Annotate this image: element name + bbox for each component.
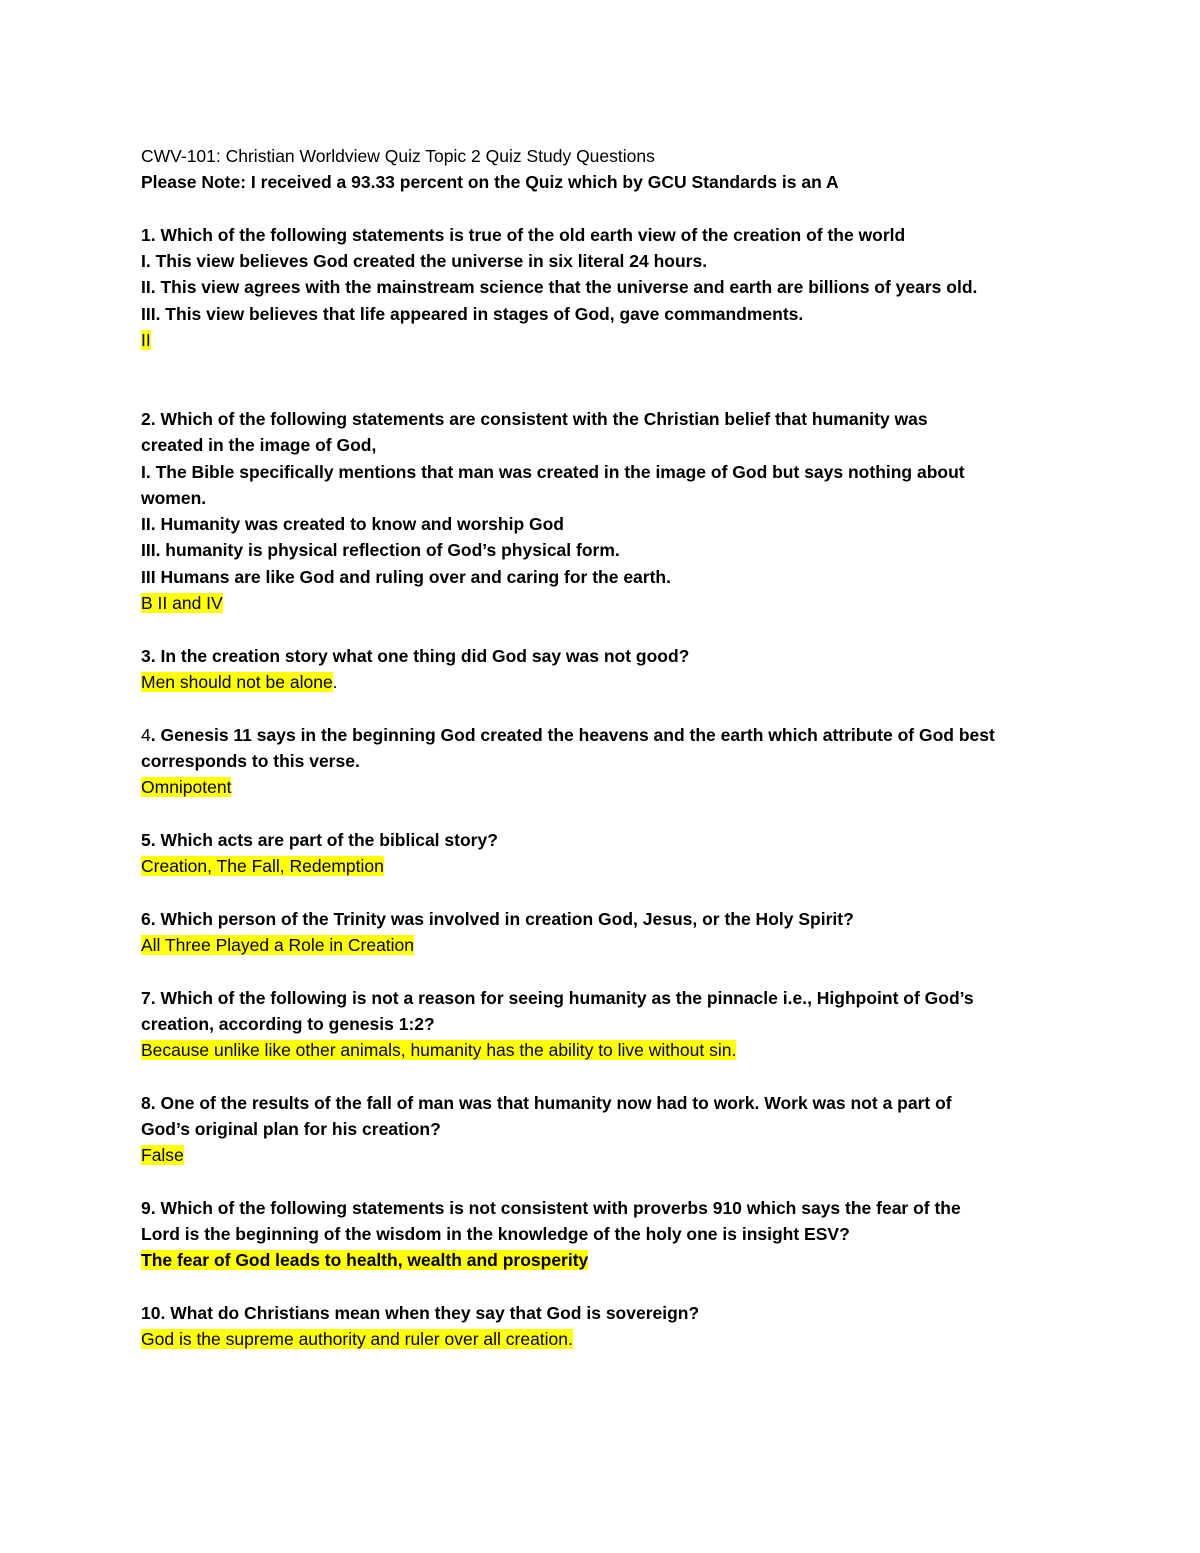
document-page [141,143,1071,1353]
question-10-answer: God is the supreme authority and ruler over all creation. [141,1329,573,1350]
question-2-line-2: created in the image of God, [141,435,377,456]
question-3-line-1: 3. In the creation story what one thing did God say was not good? [141,645,690,666]
question-5-answer: Creation, The Fall, Redemption [141,856,384,877]
question-8 [141,1090,1071,1169]
question-7 [141,985,1071,1064]
question-3-answer-suffix: . [332,671,338,692]
question-1 [141,222,1071,353]
question-1-line-4: III. This view believes that life appeared in stages of God, gave commandments. [141,303,804,324]
question-4 [141,722,1071,801]
question-5-line-1: 5. Which acts are part of the biblical story? [141,829,498,850]
question-5 [141,827,1071,880]
question-2 [141,406,1071,616]
question-7-answer: Because unlike like other animals, humanity has the ability to live without sin. [141,1040,737,1061]
question-1-line-3: II. This view agrees with the mainstream science that the universe and earth are billions of years old. [141,277,978,298]
question-8-line-1: 8. One of the results of the fall of man was that humanity now had to work. Work was not a part of [141,1092,952,1113]
question-9-line-1: 9. Which of the following statements is not consistent with proverbs 910 which says the fear of the [141,1197,961,1218]
question-4-line-2: corresponds to this verse. [141,750,360,771]
question-6-answer: All Three Played a Role in Creation [141,934,415,955]
document-note: Please Note: I received a 93.33 percent on the Quiz which by GCU Standards is an A [141,172,839,193]
question-7-line-2: creation, according to genesis 1:2? [141,1013,435,1034]
question-10 [141,1300,1071,1353]
question-4-number: 4 [141,724,151,745]
question-2-line-7: III Humans are like God and ruling over and caring for the earth. [141,566,671,587]
question-6 [141,906,1071,959]
question-8-line-2: God’s original plan for his creation? [141,1118,441,1139]
question-3-answer: Men should not be alone [141,671,333,692]
question-2-answer: B II and IV [141,593,223,614]
question-9-line-2: Lord is the beginning of the wisdom in the knowledge of the holy one is insight ESV? [141,1224,850,1245]
question-2-line-6: III. humanity is physical reflection of God’s physical form. [141,540,620,561]
question-4-line-1: . Genesis 11 says in the beginning God created the heavens and the earth which attribute of God best [150,724,995,745]
question-6-line-1: 6. Which person of the Trinity was involved in creation God, Jesus, or the Holy Spirit? [141,908,854,929]
document-title: CWV-101: Christian Worldview Quiz Topic 2 Quiz Study Questions [141,146,655,166]
question-8-answer: False [141,1145,184,1166]
question-9 [141,1195,1071,1274]
question-10-line-1: 10. What do Christians mean when they say that God is sovereign? [141,1303,700,1324]
question-1-answer: II [141,330,151,351]
question-2-line-3: I. The Bible specifically mentions that man was created in the image of God but says nothing about [141,461,965,482]
question-4-answer: Omnipotent [141,777,232,798]
question-9-answer: The fear of God leads to health, wealth and prosperity [141,1250,589,1271]
question-7-line-1: 7. Which of the following is not a reason for seeing humanity as the pinnacle i.e., Highpoint of God’s [141,987,974,1008]
question-2-line-4: women. [141,487,207,508]
question-2-line-1: 2. Which of the following statements are consistent with the Christian belief that humanity was [141,408,928,429]
question-2-line-5: II. Humanity was created to know and worship God [141,514,564,535]
question-1-line-1: 1. Which of the following statements is true of the old earth view of the creation of the world [141,224,906,245]
question-1-line-2: I. This view believes God created the universe in six literal 24 hours. [141,251,708,272]
question-3 [141,643,1071,696]
